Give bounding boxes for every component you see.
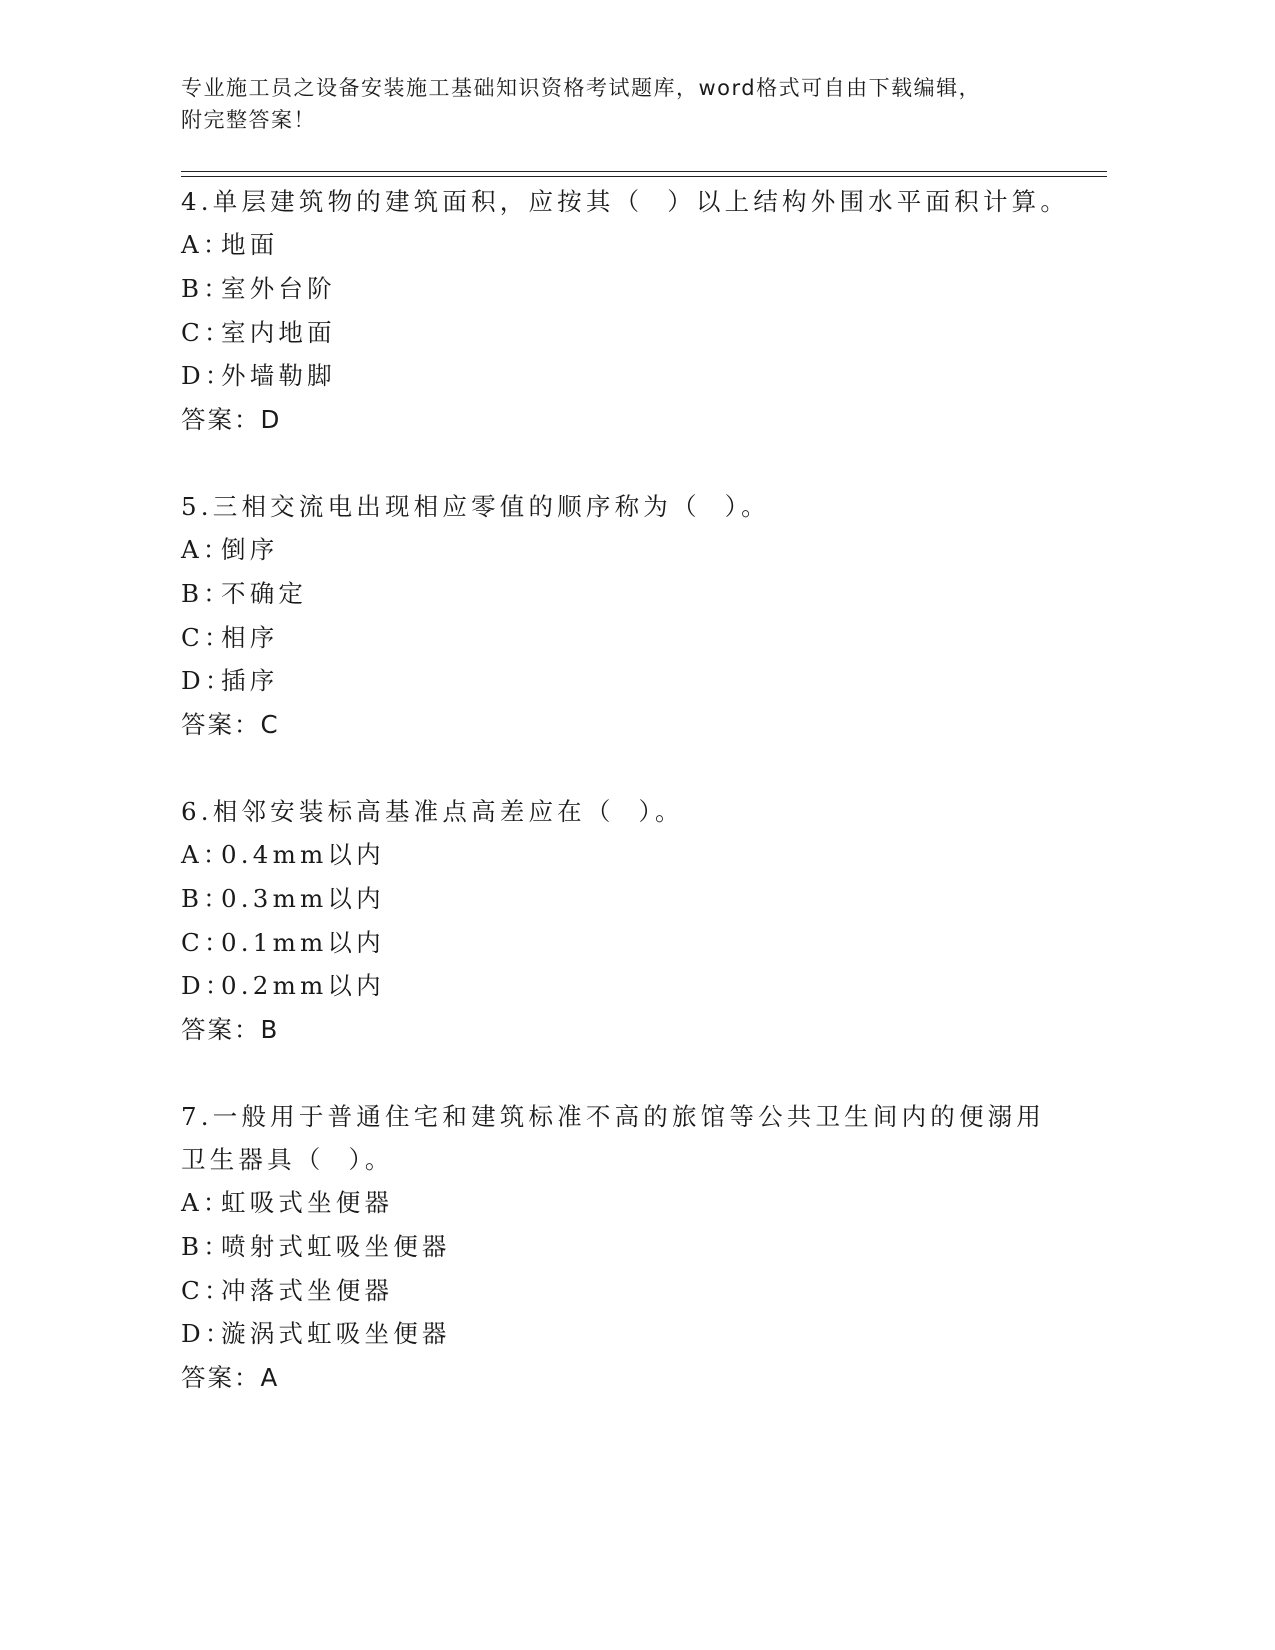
option-letter: B： xyxy=(181,1231,232,1261)
option-b xyxy=(181,572,1081,616)
option-c xyxy=(181,921,1081,965)
option-letter: D： xyxy=(181,666,234,696)
question-block-7 xyxy=(181,1095,1081,1399)
option-letter: A： xyxy=(181,1188,232,1217)
option-b xyxy=(181,267,1081,311)
option-text: 外墙勒脚 xyxy=(221,361,336,391)
option-text: 地面 xyxy=(221,230,279,259)
header-line-1: 专业施工员之设备安装施工基础知识资格考试题库，word格式可自由下载编辑， xyxy=(181,76,982,100)
option-text: 0.4mm以内 xyxy=(221,840,385,869)
question-stem: 7.一般用于普通住宅和建筑标准不高的旅馆等公共卫生间内的便溺用 卫生器具（ ）。 xyxy=(181,1102,1046,1174)
option-letter: B： xyxy=(181,578,232,608)
option-a xyxy=(181,223,1081,267)
option-b xyxy=(181,877,1081,921)
option-letter: C： xyxy=(181,317,233,347)
header-line-2: 附完整答案！ xyxy=(181,108,316,132)
option-text: 不确定 xyxy=(221,578,308,608)
option-letter: A： xyxy=(181,535,232,564)
option-letter: B： xyxy=(181,273,232,303)
option-letter: B： xyxy=(181,883,232,913)
question-stem: 6.相邻安装标高基准点高差应在（ ）。 xyxy=(181,797,684,826)
option-a xyxy=(181,528,1081,572)
option-c xyxy=(181,311,1081,355)
option-text: 插序 xyxy=(221,666,279,696)
option-letter: D： xyxy=(181,361,234,391)
header-divider-bottom xyxy=(181,176,1107,177)
option-d xyxy=(181,964,1081,1008)
answer-line: 答案：D xyxy=(181,405,282,435)
option-text: 冲落式坐便器 xyxy=(221,1275,394,1305)
option-text: 室外台阶 xyxy=(221,273,336,303)
option-b xyxy=(181,1225,1081,1269)
header-divider-top xyxy=(181,171,1107,172)
question-block-5 xyxy=(181,485,1081,746)
option-d xyxy=(181,659,1081,703)
option-letter: C： xyxy=(181,927,233,957)
question-stem: 5.三相交流电出现相应零值的顺序称为（ ）。 xyxy=(181,492,770,521)
option-c xyxy=(181,1269,1081,1313)
option-text: 0.1mm以内 xyxy=(221,927,385,957)
option-text: 0.2mm以内 xyxy=(221,971,385,1001)
option-text: 倒序 xyxy=(221,535,279,564)
option-letter: A： xyxy=(181,840,232,869)
option-letter: D： xyxy=(181,971,234,1001)
option-text: 喷射式虹吸坐便器 xyxy=(221,1231,451,1261)
option-letter: C： xyxy=(181,1275,233,1305)
answer-line: 答案：B xyxy=(181,1015,280,1045)
answer-line: 答案：A xyxy=(181,1363,280,1393)
option-letter: C： xyxy=(181,622,233,652)
option-c xyxy=(181,616,1081,660)
option-text: 室内地面 xyxy=(221,317,336,347)
option-d xyxy=(181,354,1081,398)
option-text: 漩涡式虹吸坐便器 xyxy=(221,1319,451,1349)
option-text: 0.3mm以内 xyxy=(221,883,385,913)
option-letter: A： xyxy=(181,230,232,259)
option-text: 虹吸式坐便器 xyxy=(221,1188,394,1217)
question-stem: 4.单层建筑物的建筑面积，应按其（ ）以上结构外围水平面积计算。 xyxy=(181,187,1070,216)
answer-line: 答案：C xyxy=(181,710,280,740)
question-block-4 xyxy=(181,180,1081,441)
option-d xyxy=(181,1312,1081,1356)
option-a xyxy=(181,1181,1081,1225)
question-block-6 xyxy=(181,790,1081,1051)
option-text: 相序 xyxy=(221,622,279,652)
option-a xyxy=(181,833,1081,877)
option-letter: D： xyxy=(181,1319,234,1349)
document-header xyxy=(181,72,1061,136)
